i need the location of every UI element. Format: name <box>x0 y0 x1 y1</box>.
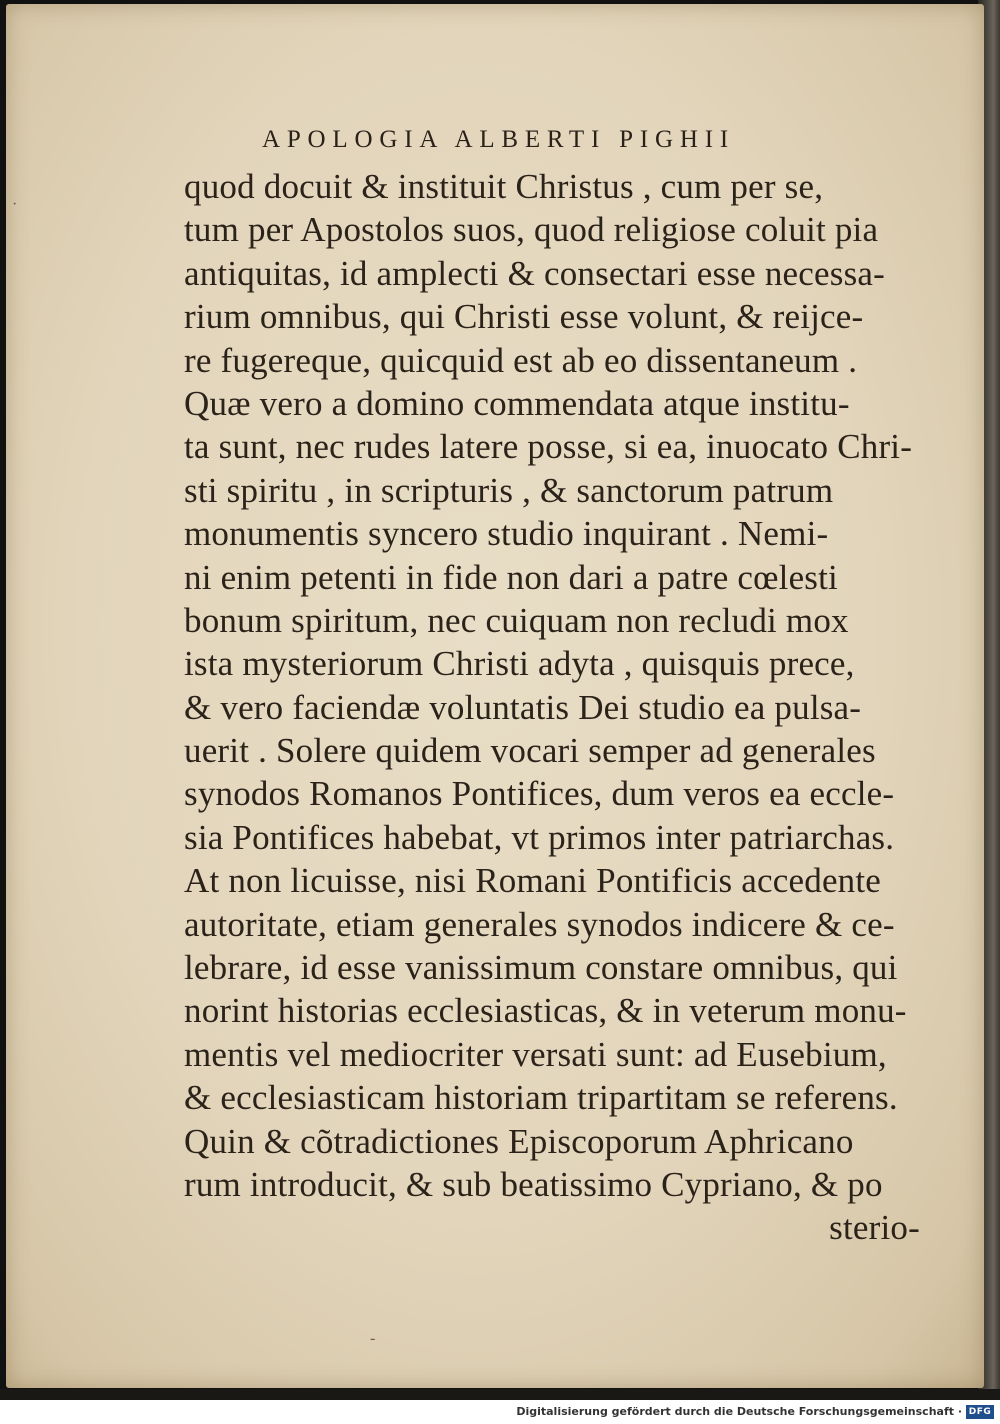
text-line: monumentis syncero studio inquirant . Nemi- <box>184 514 829 554</box>
text-block <box>184 165 924 1250</box>
text-line: uerit . Solere quidem vocari semper ad generales <box>184 731 876 771</box>
scan-bottom-border <box>0 1389 1000 1400</box>
dfg-logo: DFG <box>966 1405 994 1419</box>
text-line: synodos Romanos Pontifices, dum veros ea eccle- <box>184 774 895 814</box>
text-line: antiquitas, id amplecti & consectari esse necessa- <box>184 253 885 293</box>
text-line: At non licuisse, nisi Romani Pontificis accedente <box>184 861 882 901</box>
text-line: quod docuit & instituit Christus , cum per se, <box>184 167 824 206</box>
text-line: re fugereque, quicquid est ab eo dissentaneum . <box>184 340 858 380</box>
text-line: ni enim petenti in fide non dari a patre cœlesti <box>184 557 838 597</box>
text-line: & ecclesiasticam historiam tripartitam se referens. <box>184 1078 898 1118</box>
text-line: Quæ vero a domino commendata atque institu- <box>184 383 850 423</box>
text-line: & vero faciendæ voluntatis Dei studio ea pulsa- <box>184 687 862 727</box>
ink-speck: - <box>370 1330 376 1347</box>
text-line: autoritate, etiam generales synodos indicere & ce- <box>184 904 895 944</box>
text-line: mentis vel mediocriter versati sunt: ad Eusebium, <box>184 1034 887 1074</box>
text-line: sti spiritu , in scripturis , & sanctorum patrum <box>184 470 834 510</box>
text-line: ista mysteriorum Christi adyta , quisquis prece, <box>184 644 855 684</box>
ink-speck: · <box>12 196 18 213</box>
text-line: tum per Apostolos suos, quod religiose coluit pia <box>184 210 879 250</box>
text-line: Quin & cõtradictiones Episcoporum Aphricano <box>184 1121 854 1161</box>
funding-notice: Digitalisierung gefördert durch die Deutsche Forschungsgemeinschaft · <box>516 1405 962 1418</box>
text-line: ta sunt, nec rudes latere posse, si ea, inuocato Chri- <box>184 427 913 467</box>
running-head: APOLOGIA ALBERTI PIGHII <box>262 126 735 153</box>
text-line: sia Pontifices habebat, vt primos inter patriarchas. <box>184 817 895 857</box>
text-line: norint historias ecclesiasticas, & in veterum monu- <box>184 991 907 1031</box>
text-line: bonum spiritum, nec cuiquam non recludi mox <box>184 600 849 640</box>
catchword: sterio- <box>829 1208 920 1248</box>
text-line: rium omnibus, qui Christi esse volunt, & reijce- <box>184 297 864 337</box>
text-line: lebrare, id esse vanissimum constare omnibus, qui <box>184 948 898 988</box>
text-line: rum introducit, & sub beatissimo Cypriano, & po <box>184 1164 883 1204</box>
digitization-footer <box>0 1400 1000 1424</box>
